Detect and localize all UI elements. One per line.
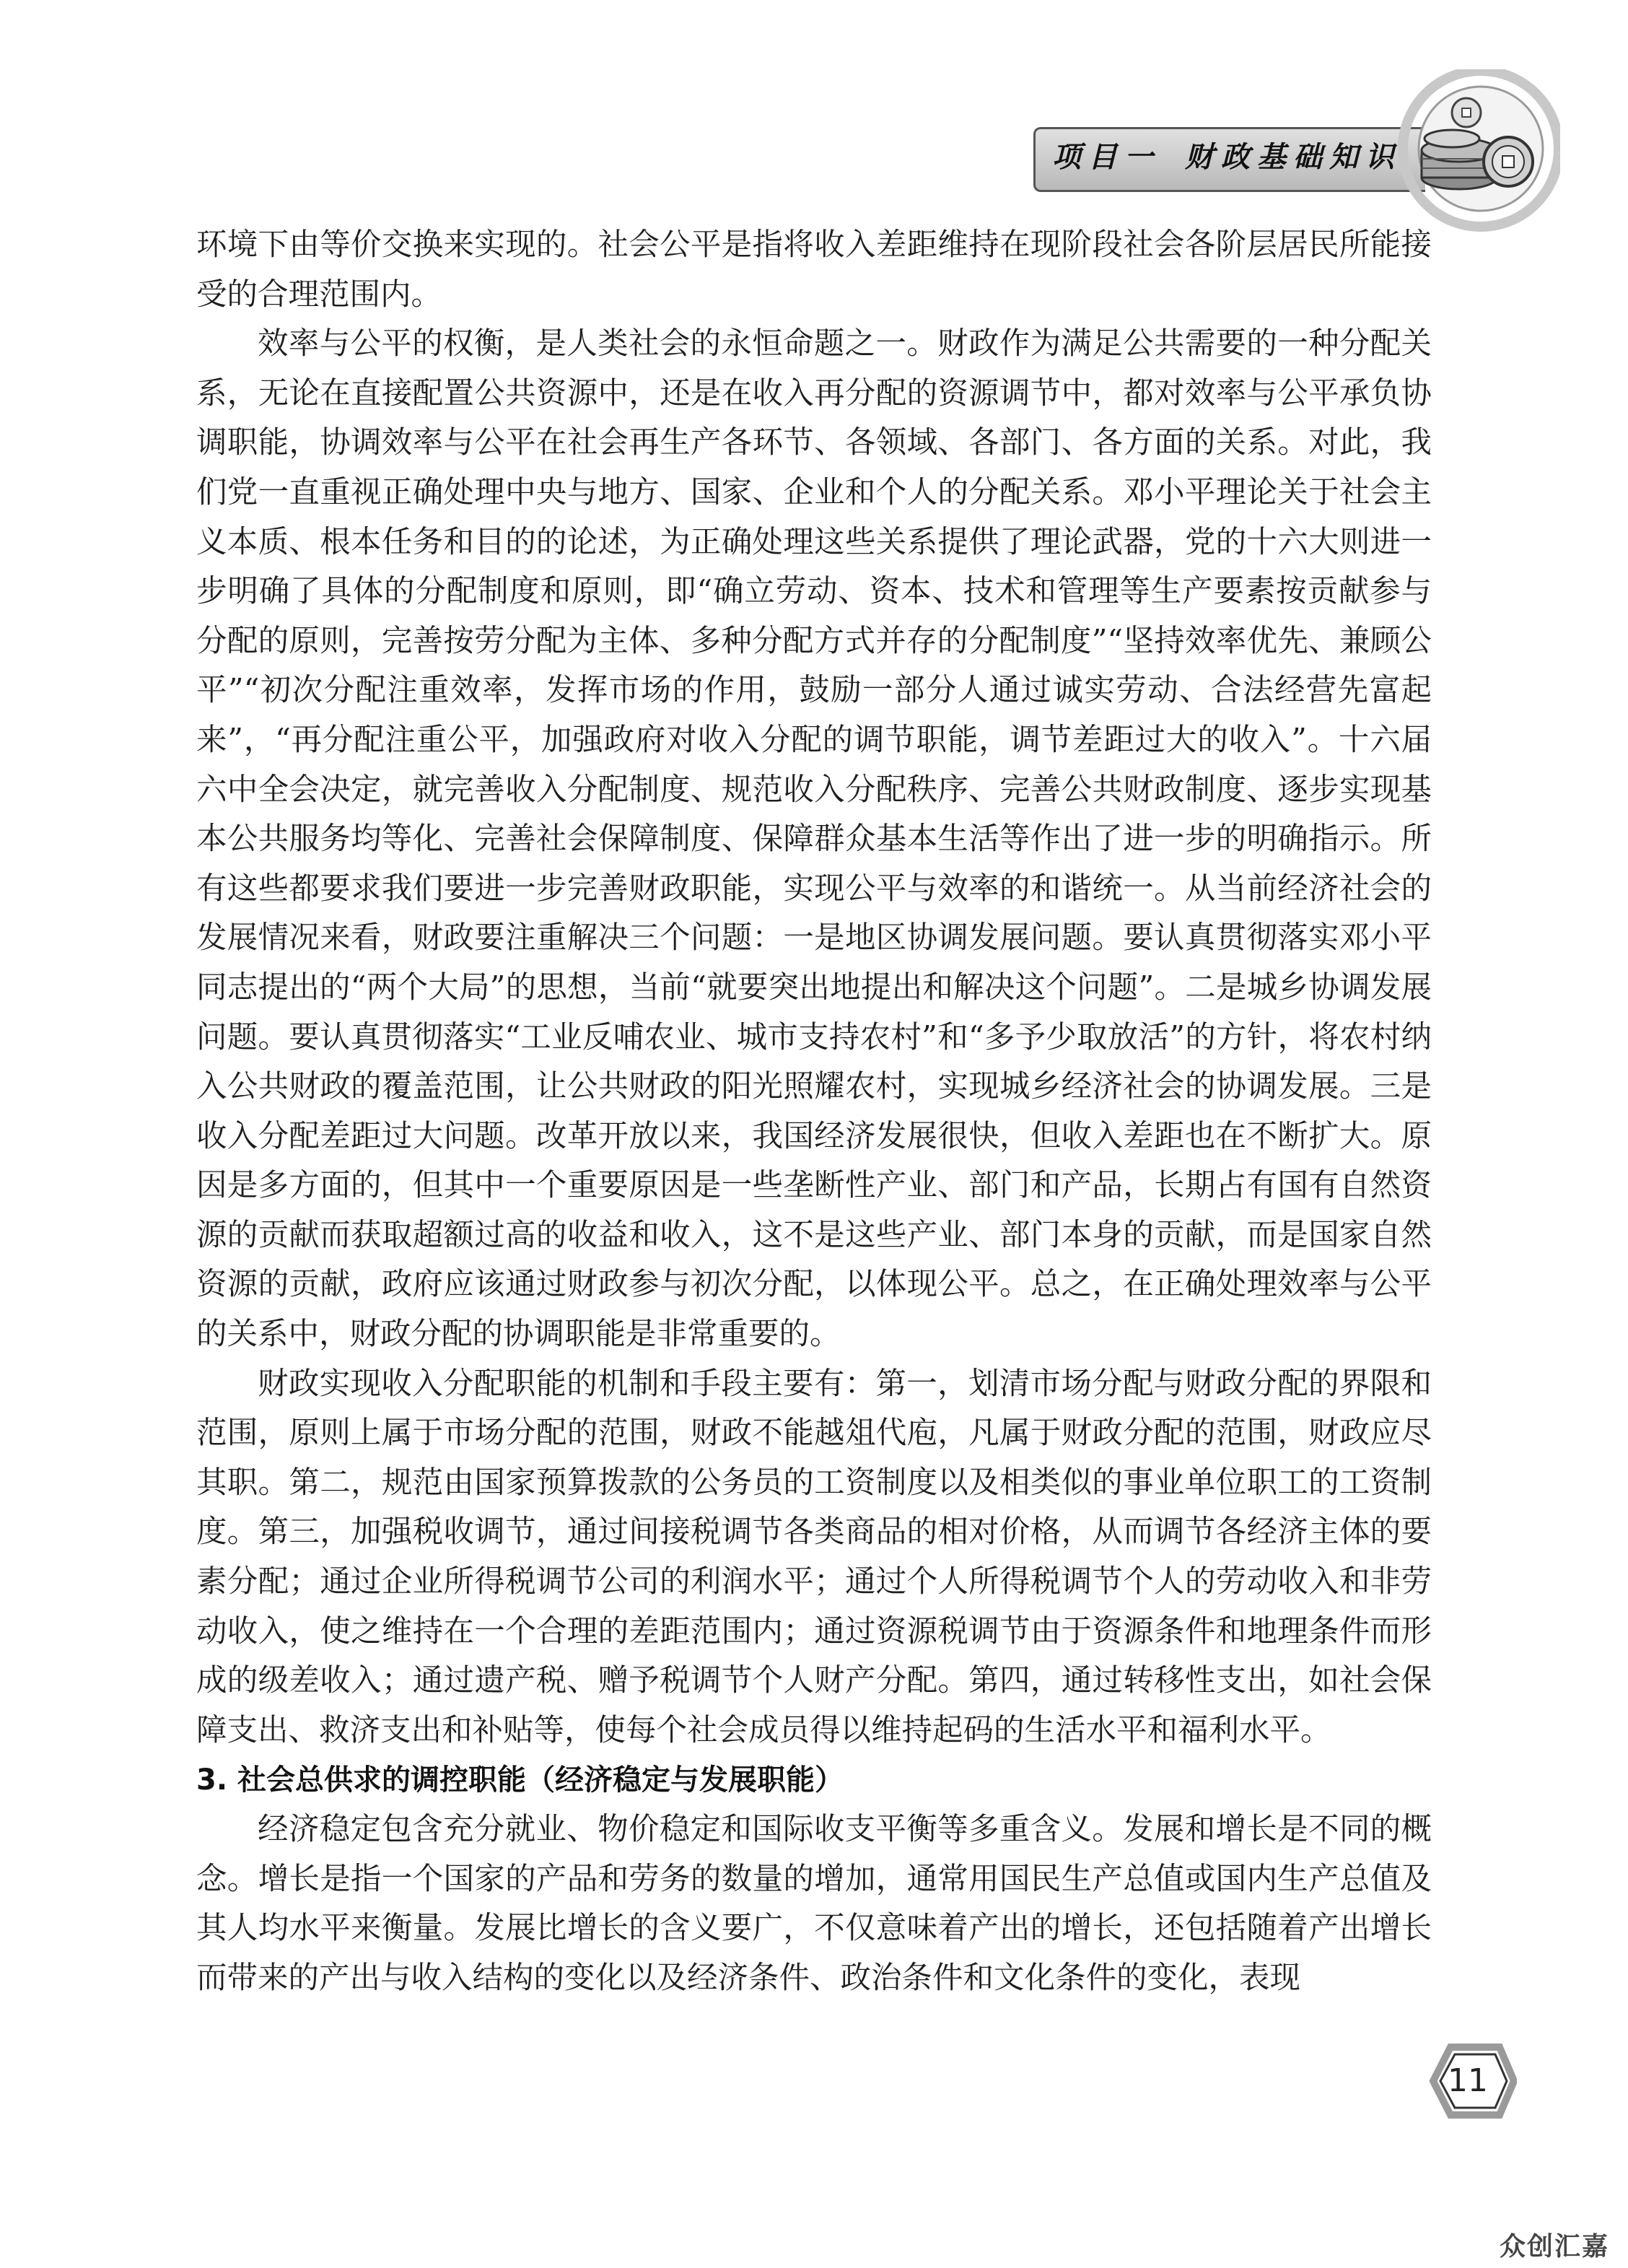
paragraph-3: 财政实现收入分配职能的机制和手段主要有：第一，划清市场分配与财政分配的界限和范围，原则上属于市场分配的范围，财政不能越俎代庖，凡属于财政分配的范围，财政应尽其职。第二，规范由国家预算拨款的公务员的工资制度以及相类似的事业单位职工的工资制度。第三，加强税收调节，通过间接税调节各类商品的相对价格，从而调节各经济主体的要素分配；通过企业所得税调节公司的利润水平；通过个人所得税调节个人的劳动收入和非劳动收入，使之维持在一个合理的差距范围内；通过资源税调节由于资源条件和地理条件而形成的级差收入；通过遗产税、赠予税调节个人财产分配。第四，通过转移性支出，如社会保障支出、救济支出和补贴等，使每个社会成员得以维持起码的生活水平和福利水平。 — [196, 1366, 1432, 1748]
paragraph-4: 经济稳定包含充分就业、物价稳定和国际收支平衡等多重含义。发展和增长是不同的概念。增长是指一个国家的产品和劳务的数量的增加，通常用国民生产总值或国内生产总值及其人均水平来衡量。发展比增长的含义要广，不仅意味着产出的增长，还包括随着产出增长而带来的产出与收入结构的变化以及经济条件、政治条件和文化条件的变化，表现 — [196, 1812, 1432, 1996]
section-heading: 3. 社会总供求的调控职能（经济稳定与发展职能） — [196, 1763, 844, 1797]
paragraph-2: 效率与公平的权衡，是人类社会的永恒命题之一。财政作为满足公共需要的一种分配关系，无论在直接配置公共资源中，还是在收入再分配的资源调节中，都对效率与公平承负协调职能，协调效率与公平在社会再生产各环节、各领域、各部门、各方面的关系。对此，我们党一直重视正确处理中央与地方、国家、企业和个人的分配关系。邓小平理论关于社会主义本质、根本任务和目的的论述，为正确处理这些关系提供了理论武器，党的十六大则进一步明确了具体的分配制度和原则，即“确立劳动、资本、技术和管理等生产要素按贡献参与分配的原则，完善按劳分配为主体、多种分配方式并存的分配制度”“坚持效率优先、兼顾公平”“初次分配注重效率，发挥市场的作用，鼓励一部分人通过诚实劳动、合法经营先富起来”，“再分配注重公平，加强政府对收入分配的调节职能，调节差距过大的收入”。十六届六中全会决定，就完善收入分配制度、规范收入分配秩序、完善公共财政制度、逐步实现基本公共服务均等化、完善社会保障制度、保障群众基本生活等作出了进一步的明确指示。所有这些都要求我们要进一步完善财政职能，实现公平与效率的和谐统一。从当前经济社会的发展情况来看，财政要注重解决三个问题：一是地区协调发展问题。要认真贯彻落实邓小平同志提出的“两个大局”的思想，当前“就要突出地提出和解决这个问题”。二是城乡协调发展问题。要认真贯彻落实“工业反哺农业、城市支持农村”和“多予少取放活”的方针，将农村纳入公共财政的覆盖范围，让公共财政的阳光照耀农村，实现城乡经济社会的协调发展。三是收入分配差距过大问题。改革开放以来，我国经济发展很快，但收入差距也在不断扩大。原因是多方面的，但其中一个重要原因是一些垄断性产业、部门和产品，长期占有国有自然资源的贡献而获取超额过高的收益和收入，这不是这些产业、部门本身的贡献，而是国家自然资源的贡献，政府应该通过财政参与初次分配，以体现公平。总之，在正确处理效率与公平的关系中，财政分配的协调职能是非常重要的。 — [196, 326, 1432, 1353]
body-text — [196, 221, 1432, 2003]
project-label: 项目一 — [1052, 141, 1160, 174]
paragraph-1: 环境下由等价交换来实现的。社会公平是指将收入差距维持在现阶段社会各阶层居民所能接受的合理范围内。 — [196, 227, 1432, 313]
page-number: 11 — [1448, 2062, 1488, 2099]
running-header — [1052, 137, 1401, 178]
chapter-title: 财政基础知识 — [1185, 141, 1401, 174]
watermark: 众创汇嘉 — [1499, 2232, 1609, 2262]
